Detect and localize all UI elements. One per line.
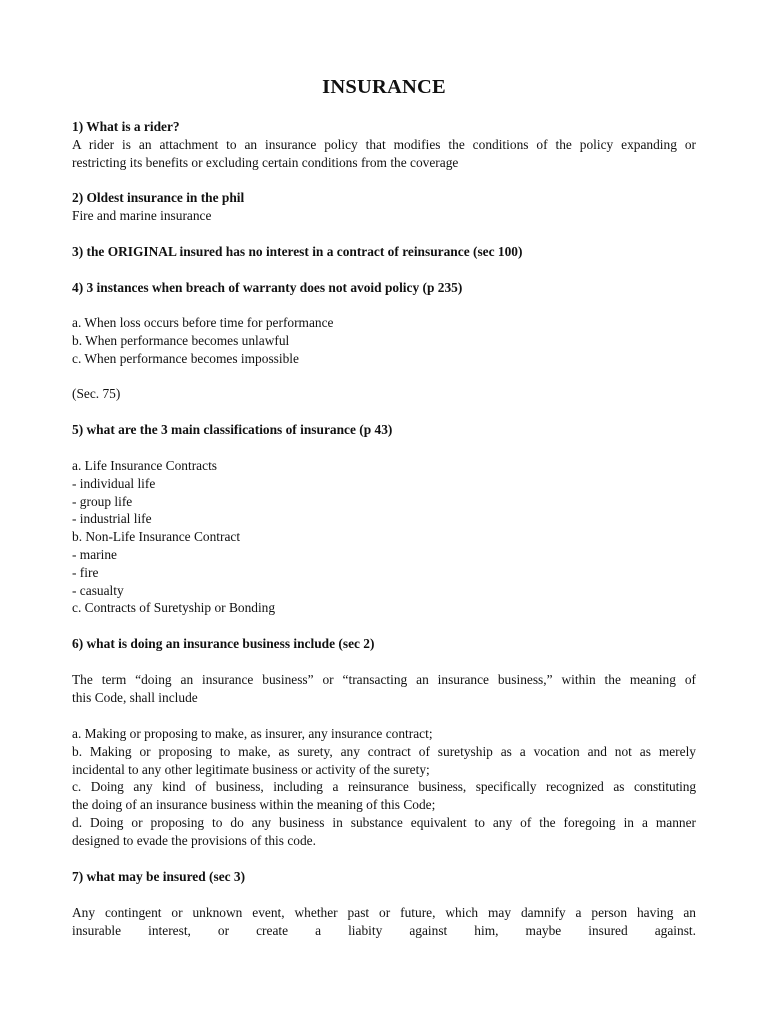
question-4-heading: 4) 3 instances when breach of warranty does not avoid policy (p 235) <box>72 280 463 295</box>
list-item: - casualty <box>72 582 124 598</box>
list-item: - industrial life <box>72 511 152 527</box>
question-1-answer-line-2: restricting its benefits or excluding certain conditions from the coverage <box>72 154 459 170</box>
question-4 <box>72 279 696 297</box>
list-item: the doing of an insurance business within the meaning of this Code; <box>72 797 436 813</box>
question-1-answer-line-1: A rider is an attachment to an insurance policy that modifies the conditions of the policy expanding or <box>72 136 696 152</box>
question-7-answer <box>72 904 696 940</box>
list-item: designed to evade the provisions of this code. <box>72 832 316 848</box>
list-item: a. Making or proposing to make, as insurer, any insurance contract; <box>72 726 433 741</box>
question-6-list <box>72 725 696 850</box>
list-item: incidental to any other legitimate business or activity of the surety; <box>72 761 430 777</box>
question-7-answer-line-1: Any contingent or unknown event, whether past or future, which may damnify a person having an <box>72 905 696 920</box>
question-6-intro-line-1: The term “doing an insurance business” or “transacting an insurance business,” within the meaning of <box>72 672 696 687</box>
question-5 <box>72 421 696 439</box>
question-1 <box>72 118 696 171</box>
question-7-answer-line-2: insurable interest, or create a liabity against him, maybe insured against. <box>72 922 696 938</box>
question-5-heading: 5) what are the 3 main classifications of insurance (p 43) <box>72 422 393 437</box>
list-item: - group life <box>72 493 133 509</box>
question-3-heading: 3) the ORIGINAL insured has no interest in a contract of reinsurance (sec 100) <box>72 244 523 259</box>
question-4-list <box>72 314 696 367</box>
question-2 <box>72 189 696 225</box>
question-6 <box>72 635 696 653</box>
question-6-heading: 6) what is doing an insurance business include (sec 2) <box>72 636 375 651</box>
question-5-list <box>72 457 696 617</box>
list-item: b. When performance becomes unlawful <box>72 332 290 348</box>
list-item: d. Doing or proposing to do any business in substance equivalent to any of the foregoing in a manner <box>72 814 696 830</box>
list-item: c. When performance becomes impossible <box>72 350 299 366</box>
list-item: b. Making or proposing to make, as surety, any contract of suretyship as a vocation and not as merely <box>72 743 696 759</box>
list-item: c. Contracts of Suretyship or Bonding <box>72 600 276 616</box>
question-4-note <box>72 385 696 403</box>
question-2-answer: Fire and marine insurance <box>72 207 212 223</box>
list-item: b. Non-Life Insurance Contract <box>72 529 241 545</box>
question-7 <box>72 868 696 886</box>
question-3 <box>72 243 696 261</box>
list-item: - individual life <box>72 475 156 491</box>
list-item: a. When loss occurs before time for performance <box>72 315 334 330</box>
document-title: INSURANCE <box>322 76 446 98</box>
question-6-intro <box>72 671 696 707</box>
list-item: a. Life Insurance Contracts <box>72 458 218 473</box>
list-item: - marine <box>72 546 117 562</box>
list-item: - fire <box>72 564 99 580</box>
question-7-heading: 7) what may be insured (sec 3) <box>72 869 246 884</box>
question-6-intro-line-2: this Code, shall include <box>72 689 198 705</box>
question-2-heading: 2) Oldest insurance in the phil <box>72 190 245 205</box>
question-1-heading: 1) What is a rider? <box>72 119 180 134</box>
list-item: c. Doing any kind of business, including a reinsurance business, specifically recognized as constituting <box>72 779 696 795</box>
section-reference: (Sec. 75) <box>72 386 121 401</box>
